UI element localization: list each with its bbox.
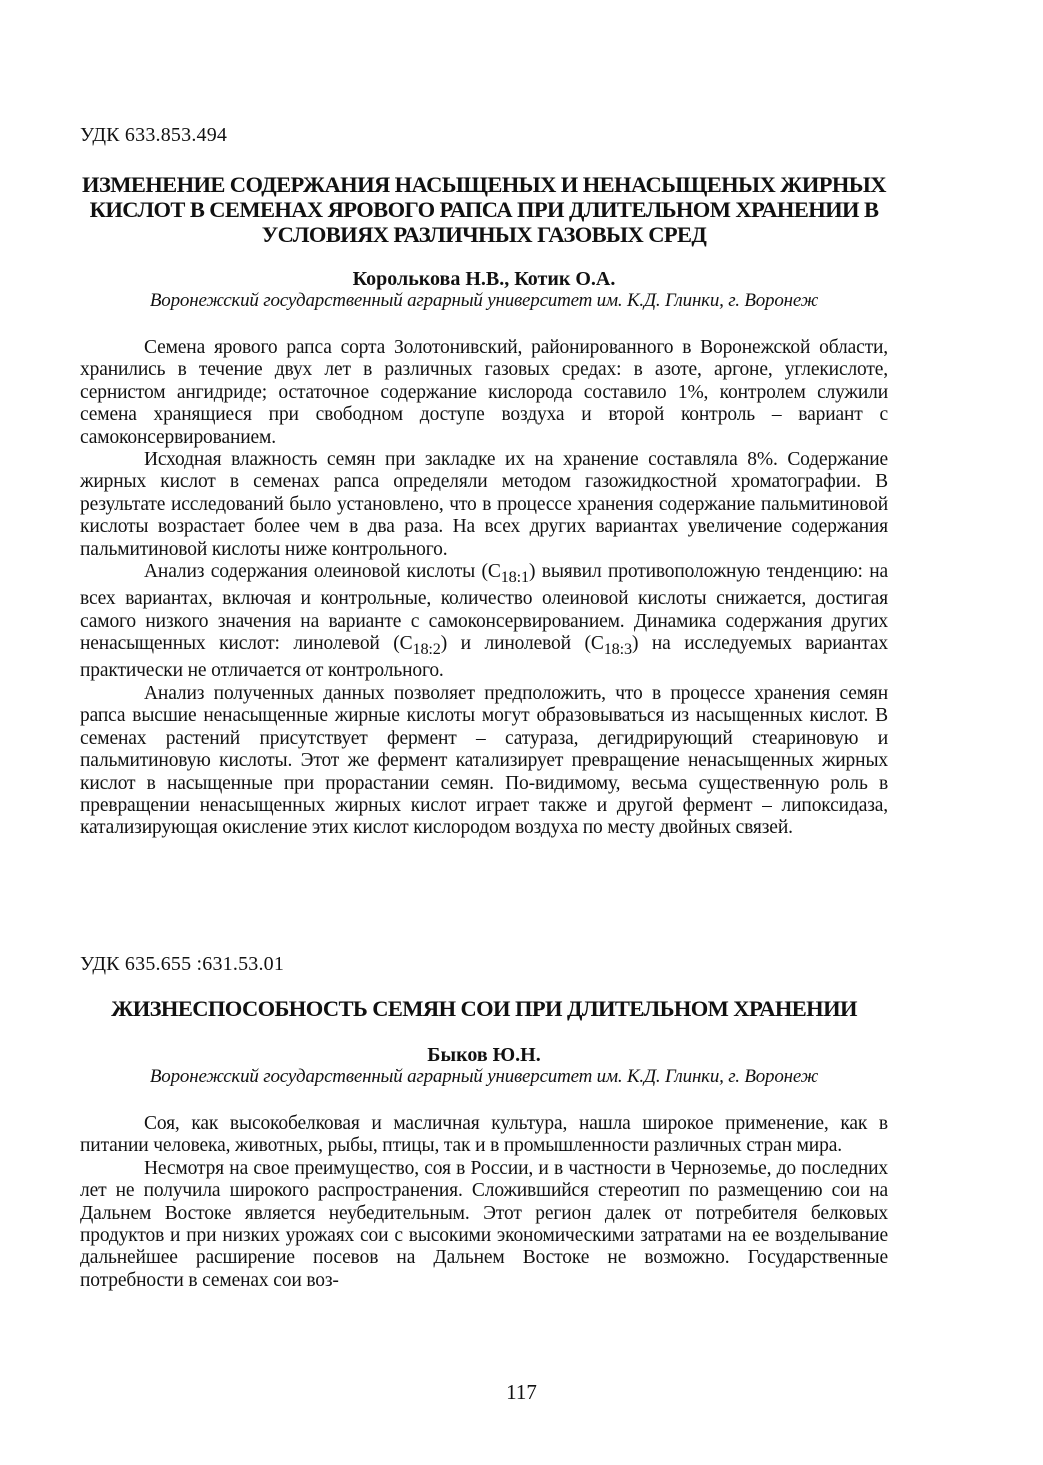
paragraph-text: ) на исследуемых вариантах практически не отличается от контрольного. (80, 633, 888, 682)
affiliation: Воронежский государственный аграрный университет им. К.Д. Глинки, г. Воронеж (149, 1066, 819, 1087)
paragraph: Несмотря на свое преимущество, соя в России, и в частности в Черноземье, до последних лет не получила широкого распространения. Сложившийся стереотип по размещению сои на Дальнем Востоке является неубедительным. Этот регион далек от потребителя белковых продуктов и при низких урожаях сои с высокими экономическими затратами на ее возделывание дальнейшее расширение посевов на Дальнем Востоке не возможно. Государственные потребности в семенах сои воз- (80, 1157, 888, 1291)
udc-code: УДК 635.655 :631.53.01 (80, 953, 285, 975)
affiliation: Воронежский государственный аграрный университет им. К.Д. Глинки, г. Воронеж (149, 290, 819, 311)
authors: Королькова Н.В., Котик О.А. (352, 268, 616, 290)
formula-subscript: 18:3 (603, 640, 632, 659)
paragraph-text: Анализ содержания олеиновой кислоты (C (144, 561, 501, 583)
formula-subscript: 18:2 (412, 640, 441, 659)
paragraph: Анализ полученных данных позволяет предположить, что в процессе хранения семян рапса высшие ненасыщенные жирные кислоты могут образовываться из насыщенных кислот. В семенах растений присутствует фермент – сатураза, дегидрирующий стеариновую и пальмитиновую кислоты. Этот же фермент катализирует превращение ненасыщенных жирных кислот в насыщенные при прорастании семян. По-видимому, весьма существенную роль в превращении ненасыщенных жирных кислот играет также и другой фермент – липоксидаза, катализирующая окисление этих кислот кислородом воздуха по месту двойных связей. (80, 682, 888, 839)
paragraph: Исходная влажность семян при закладке их на хранение составляла 8%. Содержание жирных кислот в семенах рапса определяли методом газожидкостной хроматографии. В результате исследований было установлено, что в процессе хранения содержание пальмитиновой кислоты возрастает более чем в два раза. На всех других вариантах увеличение содержания пальмитиновой кислоты ниже контрольного. (80, 449, 888, 560)
paragraph-text: ) выявил противоположную тенденцию: на всех вариантах, включая и контрольные, количество олеиновой кислоты снижается, достигая самого низкого значения на варианте с самоконсервированием. Динамика содержания других ненасыщенных кислот: линолевой (C (80, 561, 888, 655)
page-number: 117 (506, 1380, 537, 1404)
article-body (80, 1113, 888, 1292)
paragraph-text: ) и линолевой (C (440, 633, 604, 655)
formula-subscript: 18:1 (500, 567, 529, 586)
paragraph: Семена ярового рапса сорта Золотонивский, районированного в Воронежской области, хранились в течение двух лет в различных газовых средах: в азоте, аргоне, углекислоте, сернистом ангидриде; остаточное содержание кислорода составило 1%, контролем служили семена хранящиеся при свободном доступе воздуха и второй контроль – вариант с самоконсервированием. (80, 337, 888, 448)
article-body (80, 337, 888, 840)
authors: Быков Ю.Н. (427, 1044, 541, 1066)
paragraph (80, 561, 888, 683)
udc-code: УДК 633.853.494 (80, 124, 228, 146)
article-title: ИЗМЕНЕНИЕ СОДЕРЖАНИЯ НАСЫЩЕНЫХ И НЕНАСЫЩЕНЫХ ЖИРНЫХ КИСЛОТ В СЕМЕНАХ ЯРОВОГО РАПСА ПРИ ДЛИТЕЛЬНОМ ХРАНЕНИИ В УСЛОВИЯХ РАЗЛИЧНЫХ ГАЗОВЫХ СРЕД (82, 172, 886, 247)
article-title: ЖИЗНЕСПОСОБНОСТЬ СЕМЯН СОИ ПРИ ДЛИТЕЛЬНОМ ХРАНЕНИИ (111, 996, 857, 1021)
paragraph: Соя, как высокобелковая и масличная культура, нашла широкое применение, как в питании человека, животных, рыбы, птицы, так и в промышленности различных стран мира. (80, 1113, 888, 1157)
